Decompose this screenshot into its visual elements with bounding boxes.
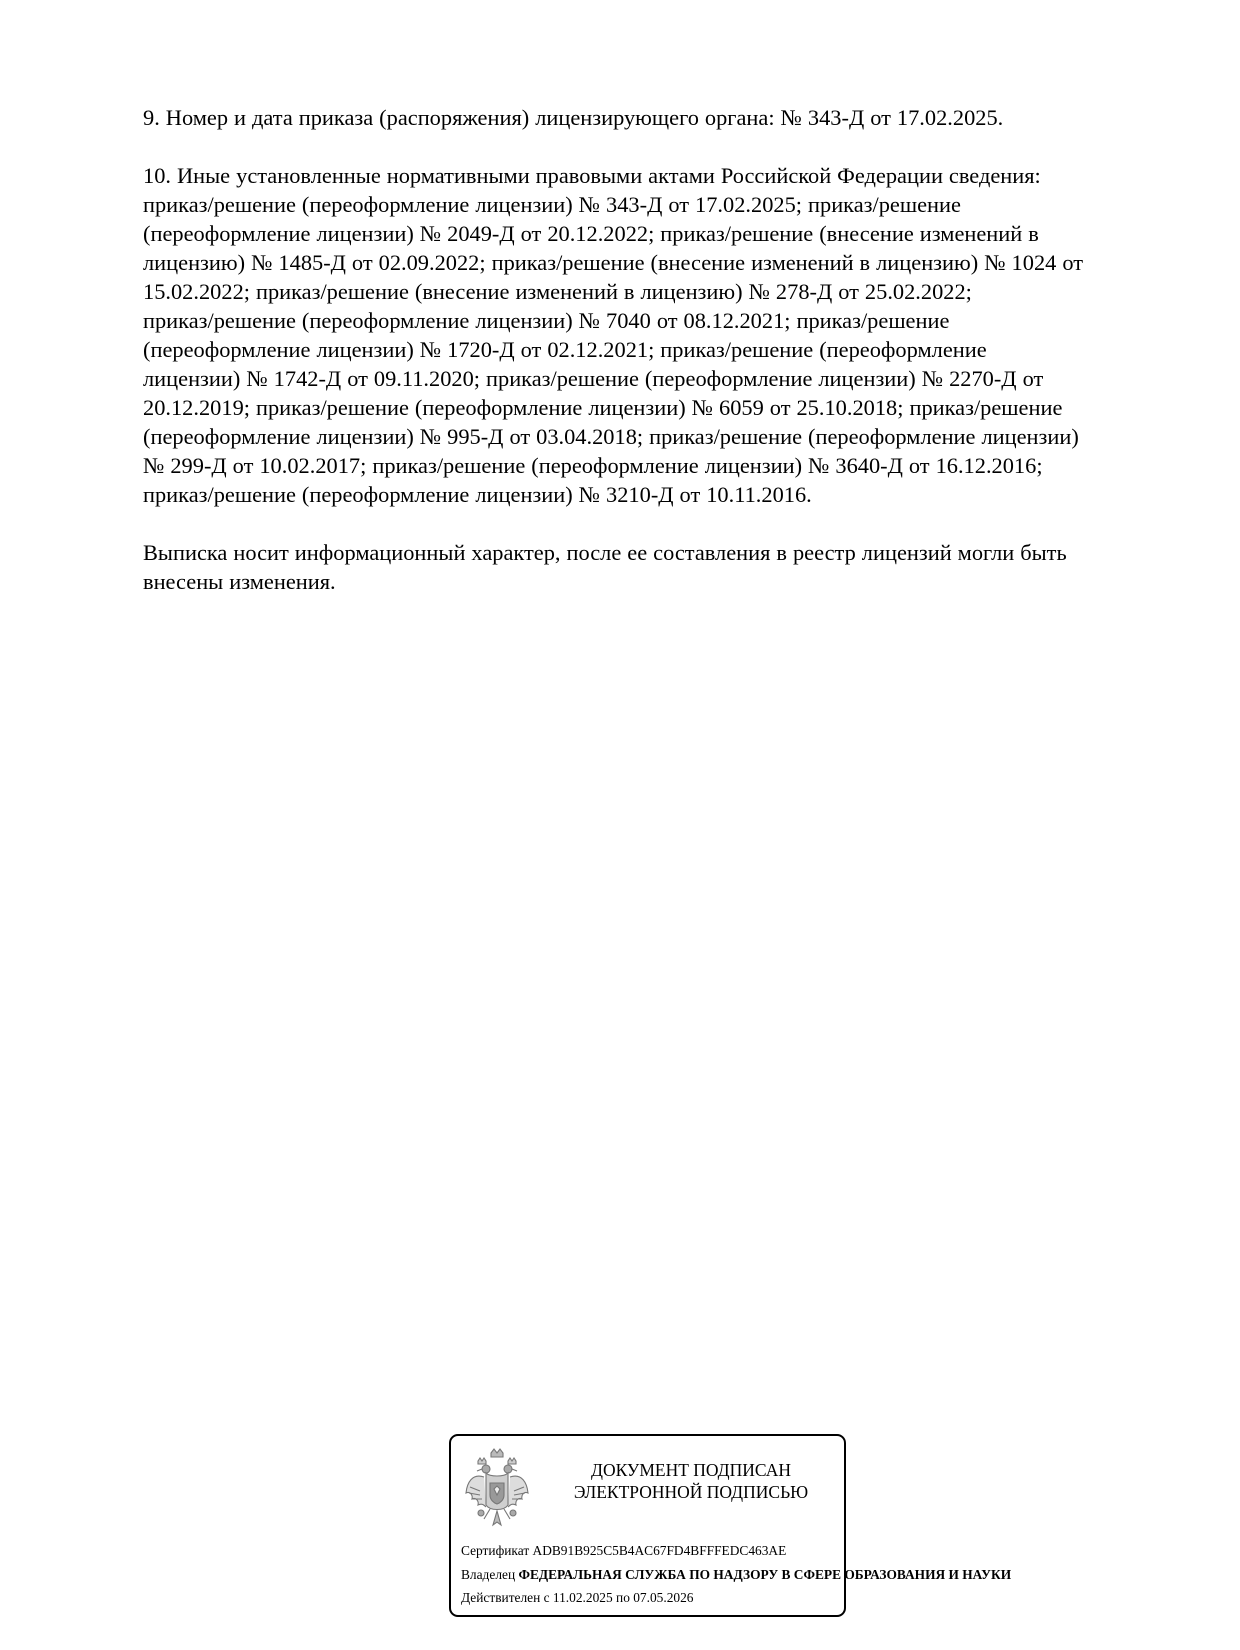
- document-body: [143, 103, 1163, 625]
- item-10-line: № 299-Д от 10.02.2017; приказ/решение (переоформление лицензии) № 3640-Д от 16.12.2016;: [143, 453, 1043, 478]
- item-10-line: (переоформление лицензии) № 995-Д от 03.04.2018; приказ/решение (переоформление лицензии): [143, 424, 1079, 449]
- item-10-line: лицензии) № 1742-Д от 09.11.2020; приказ/решение (переоформление лицензии) № 2270-Д от: [143, 366, 1044, 391]
- note-line: внесены изменения.: [143, 569, 336, 594]
- item-9-order: [143, 103, 1163, 132]
- coat-of-arms-icon: [464, 1447, 530, 1531]
- item-10-line: (переоформление лицензии) № 1720-Д от 02.12.2021; приказ/решение (переоформление: [143, 337, 987, 362]
- item-10-line: (переоформление лицензии) № 2049-Д от 20.12.2022; приказ/решение (внесение изменений в: [143, 221, 1039, 246]
- electronic-signature-stamp: [449, 1434, 1012, 1617]
- item-10-line: приказ/решение (переоформление лицензии) № 343-Д от 17.02.2025; приказ/решение: [143, 192, 961, 217]
- validity-row: [461, 1590, 694, 1606]
- item-10-line: 20.12.2019; приказ/решение (переоформление лицензии) № 6059 от 25.10.2018; приказ/решение: [143, 395, 1063, 420]
- item-10-line: 15.02.2022; приказ/решение (внесение изменений в лицензию) № 278-Д от 25.02.2022;: [143, 279, 972, 304]
- certificate-row: [461, 1543, 786, 1559]
- stamp-title-line-2: ЭЛЕКТРОННОЙ ПОДПИСЬЮ: [573, 1482, 809, 1502]
- stamp-title-line-1: ДОКУМЕНТ ПОДПИСАН: [591, 1460, 791, 1480]
- item-10-line: лицензию) № 1485-Д от 02.09.2022; приказ/решение (внесение изменений в лицензию) № 1024 от: [143, 250, 1084, 275]
- item-9-text: 9. Номер и дата приказа (распоряжения) лицензирующего органа: № 343-Д от 17.02.2025.: [143, 105, 1004, 130]
- item-10-other-info: [143, 161, 1163, 509]
- owner-label: Владелец: [461, 1567, 516, 1582]
- informational-note: [143, 538, 1163, 596]
- certificate-value: ADB91B925C5B4AC67FD4BFFFEDC463AE: [532, 1543, 787, 1558]
- note-line: Выписка носит информационный характер, после ее составления в реестр лицензий могли быть: [143, 540, 1067, 565]
- item-10-line: приказ/решение (переоформление лицензии) № 7040 от 08.12.2021; приказ/решение: [143, 308, 950, 333]
- owner-row: [461, 1567, 1011, 1583]
- stamp-title: [546, 1459, 836, 1503]
- item-10-line: 10. Иные установленные нормативными правовыми актами Российской Федерации сведения:: [143, 163, 1041, 188]
- validity-text: Действителен с 11.02.2025 по 07.05.2026: [461, 1590, 694, 1605]
- item-10-line: приказ/решение (переоформление лицензии) № 3210-Д от 10.11.2016.: [143, 482, 812, 507]
- certificate-label: Сертификат: [461, 1543, 530, 1558]
- owner-value: ФЕДЕРАЛЬНАЯ СЛУЖБА ПО НАДЗОРУ В СФЕРЕ ОБРАЗОВАНИЯ И НАУКИ: [518, 1567, 1012, 1582]
